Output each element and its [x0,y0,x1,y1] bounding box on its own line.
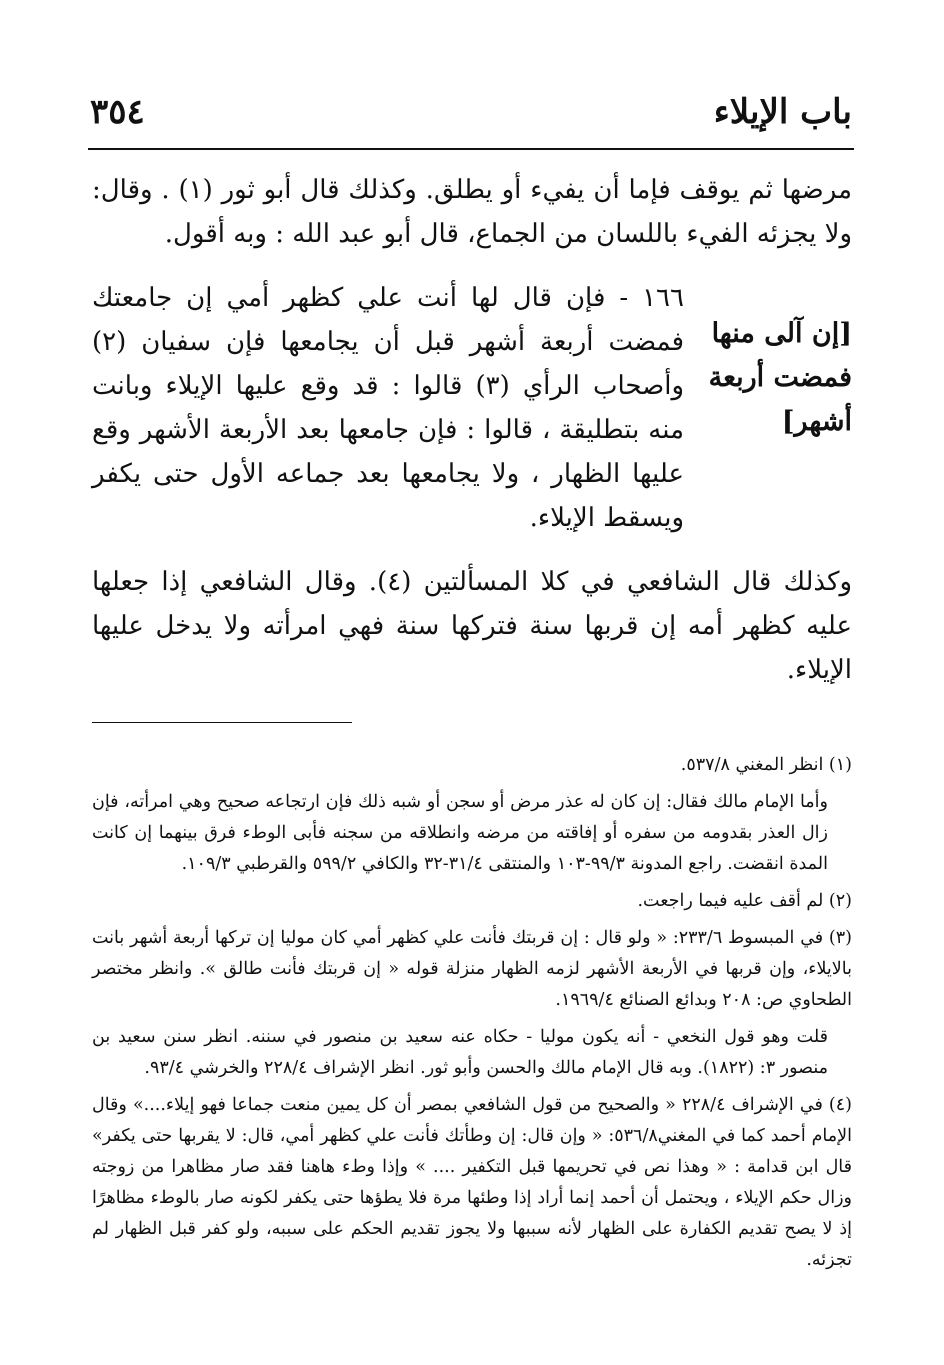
footnote-3: (٣) في المبسوط ٢٣٣/٦: « ولو قال : إن قربتك فأنت علي كظهر أمي كان موليا إن تركها أربعة أشهر بانت بالايلاء، وإن قربها في الأربعة الأشهر لزمه الظهار منزلة قوله « إن قربتك فأنت طالق ». وانظر مختصر الطحاوي ص: ٢٠٨ وبدائع الصنائع ١٩٦٩/٤. [92,928,852,1010]
page-number: ٣٥٤ [90,92,145,132]
side-heading: [إن آلى منها فمضت أربعة أشهر] [708,318,852,437]
paragraph-3: وكذلك قال الشافعي في كلا المسألتين (٤). وقال الشافعي إذا جعلها عليه كظهر أمه إن قربها سنة فتركها سنة فهي امرأته ولا يدخل عليها الإيلاء. [92,567,853,685]
footnote-1-continued: وأما الإمام مالك فقال: إن كان له عذر مرض أو سجن أو شبه ذلك فإن ارتجاعه صحيح وهي امرأته، فإن زال العذر بقدومه من سفره أو إفاقته من مرضه وانطلاقه من سجنه فأبى الوطء فرق بينهما إن كانت المدة انقضت. راجع المدونة ٩٩/٣-١٠٣ والمنتقى ٣١/٤-٣٢ والكافي ٥٩٩/٢ والقرطبي ١٠٩/٣. [92,792,828,874]
header-divider [88,148,854,150]
paragraph-166: ١٦٦ - فإن قال لها أنت علي كظهر أمي إن جامعتك فمضت أربعة أشهر قبل أن يجامعها فإن سفيان (٢) وأصحاب الرأي (٣) قالوا : قد وقع عليها الإيلاء وبانت منه بتطليقة ، قالوا : فإن جامعها بعد الأربعة الأشهر وقع عليها الظهار ، ولا يجامعها بعد جماعه الأول حتى يكفر ويسقط الإيلاء. [92,283,685,533]
paragraph-1: مرضها ثم يوقف فإما أن يفيء أو يطلق. وكذلك قال أبو ثور (١) . وقال: ولا يجزئه الفيء باللسان من الجماع، قال أبو عبد الله : وبه أقول. [92,175,852,249]
footnote-4: (٤) في الإشراف ٢٢٨/٤ « والصحيح من قول الشافعي بمصر أن كل يمين منعت جماعا فهو إيلاء....» وقال الإمام أحمد كما في المغني٥٣٦/٨: « وإن قال: إن وطأتك فأنت علي كظهر أمي، قال: لا يقربها حتى يكفر» قال ابن قدامة : « وهذا نص في تحريمها قبل التكفير .... » وإذا وطء هاهنا فقد صار مظاهرا من زوجته وزال حكم الإيلاء ، ويحتمل أن أحمد إنما أراد إذا وطئها مرة فلا يطؤها حتى يكفر لكونه صار بالوطء مظاهرًا إذ لا يصح تقديم الكفارة على الظهار لأنه سببها ولا يجوز تقديم الحكم على سببه، ولو كفر قبل الظهار لم تجزئه. [92,1095,852,1270]
footnote-2: (٢) لم أقف عليه فيما راجعت. [637,891,852,911]
footnotes [92,750,852,1282]
footnote-divider [92,722,352,723]
footnote-1: (١) انظر المغني ٥٣٧/٨. [680,755,852,775]
chapter-title: باب الإيلاء [713,92,852,132]
footnote-3-continued: قلت وهو قول النخعي - أنه يكون موليا - حكاه عنه سعيد بن منصور في سننه. انظر سنن سعيد بن منصور ٣: (١٨٢٢). وبه قال الإمام مالك والحسن وأبو ثور. انظر الإشراف ٢٢٨/٤ والخرشي ٩٣/٤. [92,1027,828,1078]
